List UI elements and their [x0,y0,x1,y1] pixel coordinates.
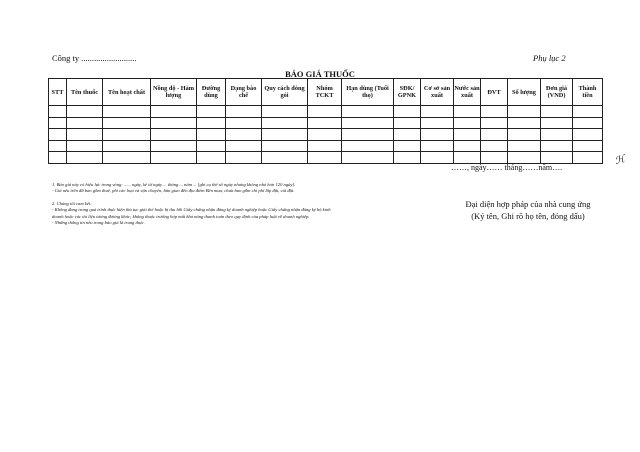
column-header-country: Nước sản xuất [454,79,481,106]
table-cell[interactable] [197,106,226,118]
table-row [49,129,603,141]
table-cell[interactable] [226,117,262,129]
table-cell[interactable] [481,117,508,129]
table-row [49,140,603,152]
table-cell[interactable] [103,152,151,164]
document-title: BÁO GIÁ THUỐC [285,69,355,79]
table-cell[interactable] [262,152,308,164]
column-header-active-ingredient: Tên hoạt chất [103,79,151,106]
table-cell[interactable] [262,140,308,152]
table-cell[interactable] [226,106,262,118]
table-cell[interactable] [197,152,226,164]
table-cell[interactable] [197,117,226,129]
table-cell[interactable] [342,129,394,141]
table-cell[interactable] [421,106,454,118]
representative-title: Đại diện hợp pháp của nhà cung ứng [465,199,591,209]
column-header-unit: ĐVT [481,79,508,106]
table-cell[interactable] [342,117,394,129]
table-cell[interactable] [421,140,454,152]
table-cell[interactable] [394,106,421,118]
column-header-quantity: Số lượng [508,79,541,106]
table-cell[interactable] [541,129,573,141]
column-header-route: Đường dùng [197,79,226,106]
signature-mark: ℋ [613,153,627,168]
column-header-unit-price: Đơn giá (VND) [541,79,573,106]
table-cell[interactable] [308,129,342,141]
column-header-technical-group: Nhóm TCKT [308,79,342,106]
table-cell[interactable] [151,106,197,118]
column-header-shelf-life: Hạn dùng (Tuổi thọ) [342,79,394,106]
price-quote-table [48,78,603,164]
table-cell[interactable] [454,117,481,129]
table-cell[interactable] [262,117,308,129]
table-cell[interactable] [421,129,454,141]
table-cell[interactable] [508,140,541,152]
table-row [49,106,603,118]
table-cell[interactable] [103,140,151,152]
table-cell[interactable] [454,140,481,152]
table-cell[interactable] [541,117,573,129]
table-cell[interactable] [421,152,454,164]
table-cell[interactable] [67,106,103,118]
column-header-registration: SĐK/ GPNK [394,79,421,106]
table-row [49,117,603,129]
note-validity: 1. Báo giá này có hiệu lực trong vòng: ...... ngày, kể từ ngày ... tháng ... năm ... [ghi cụ thể số ngày nhưng không nhỏ hơn 120 ngày]. [52,182,296,187]
table-cell[interactable] [262,129,308,141]
column-header-total: Thành tiền [573,79,603,106]
table-cell[interactable] [151,152,197,164]
table-cell[interactable] [49,152,67,164]
table-cell[interactable] [394,152,421,164]
table-cell[interactable] [103,117,151,129]
column-header-manufacturer: Cơ sở sản xuất [421,79,454,106]
note-commitment-heading: 2. Chúng tôi cam kết: [52,200,92,206]
table-cell[interactable] [573,129,603,141]
table-cell[interactable] [481,106,508,118]
table-cell[interactable] [573,117,603,129]
table-cell[interactable] [573,106,603,118]
table-cell[interactable] [508,117,541,129]
appendix-label: Phụ lục 2 [533,53,566,63]
table-cell[interactable] [508,152,541,164]
column-header-drug-name: Tên thuốc [67,79,103,106]
table-row [49,152,603,164]
table-cell[interactable] [308,117,342,129]
table-header-row [49,79,603,106]
note-price-inclusion: - Giá nêu trên đã bao gồm thuế, phí các loại và vận chuyển, bàn giao đến địa điểm Bên mua, chưa bao gồm chi phí lắp đặt, cài đặt. [52,188,295,194]
table-cell[interactable] [49,140,67,152]
table-cell[interactable] [541,152,573,164]
table-cell[interactable] [49,117,67,129]
notes-section [52,182,342,226]
representative-block [428,198,628,222]
company-line: Công ty .......................... [52,53,137,63]
table-cell[interactable] [481,152,508,164]
representative-instruction: (Ký tên, Ghi rõ họ tên, đóng dấu) [471,211,585,221]
table-cell[interactable] [454,152,481,164]
column-header-stt: STT [49,79,67,106]
column-header-concentration: Nồng độ - Hàm lượng [151,79,197,106]
table-cell[interactable] [541,106,573,118]
table-cell[interactable] [421,117,454,129]
table-cell[interactable] [342,106,394,118]
table-cell[interactable] [197,129,226,141]
column-header-dosage-form: Dạng bào chế [226,79,262,106]
table-cell[interactable] [197,140,226,152]
table-cell[interactable] [49,129,67,141]
table-cell[interactable] [226,152,262,164]
table-cell[interactable] [394,117,421,129]
table-cell[interactable] [342,140,394,152]
table-cell[interactable] [67,117,103,129]
table-cell[interactable] [308,152,342,164]
table-cell[interactable] [481,129,508,141]
table-cell[interactable] [508,106,541,118]
table-cell[interactable] [67,152,103,164]
table-cell[interactable] [67,129,103,141]
table-cell[interactable] [541,140,573,152]
table-cell[interactable] [394,140,421,152]
table-cell[interactable] [67,140,103,152]
table-cell[interactable] [103,106,151,118]
table-cell[interactable] [454,129,481,141]
column-header-packaging: Quy cách đóng gói [262,79,308,106]
table-cell[interactable] [226,140,262,152]
table-cell[interactable] [342,152,394,164]
table-cell[interactable] [151,129,197,141]
table-cell[interactable] [151,140,197,152]
table-cell[interactable] [103,129,151,141]
table-cell[interactable] [262,106,308,118]
table-cell[interactable] [481,140,508,152]
date-line: ……, ngày…… tháng……năm…. [451,163,563,172]
table-cell[interactable] [226,129,262,141]
table-cell[interactable] [308,140,342,152]
table-cell[interactable] [151,117,197,129]
table-cell[interactable] [508,129,541,141]
note-commitment-truthful: - Những thông tin nêu trong báo giá là trung thực. [52,220,145,226]
table-cell[interactable] [454,106,481,118]
table-cell[interactable] [573,152,603,164]
table-cell[interactable] [394,129,421,141]
note-commitment-dissolution: - Không đang trong quá trình thực hiện thủ tục giải thể hoặc bị thu hồi Giấy chứng nhận đăng ký doanh nghiệp hoặc Giấy chứng nhận đăng ký hộ kinh doanh hoặc các tài liệu tương đương khác; không thuộc trường hợp mất khả năng thanh toán theo quy định của pháp luật về doanh nghiệp. [52,207,331,219]
table-cell[interactable] [49,106,67,118]
table-cell[interactable] [573,140,603,152]
table-cell[interactable] [308,106,342,118]
